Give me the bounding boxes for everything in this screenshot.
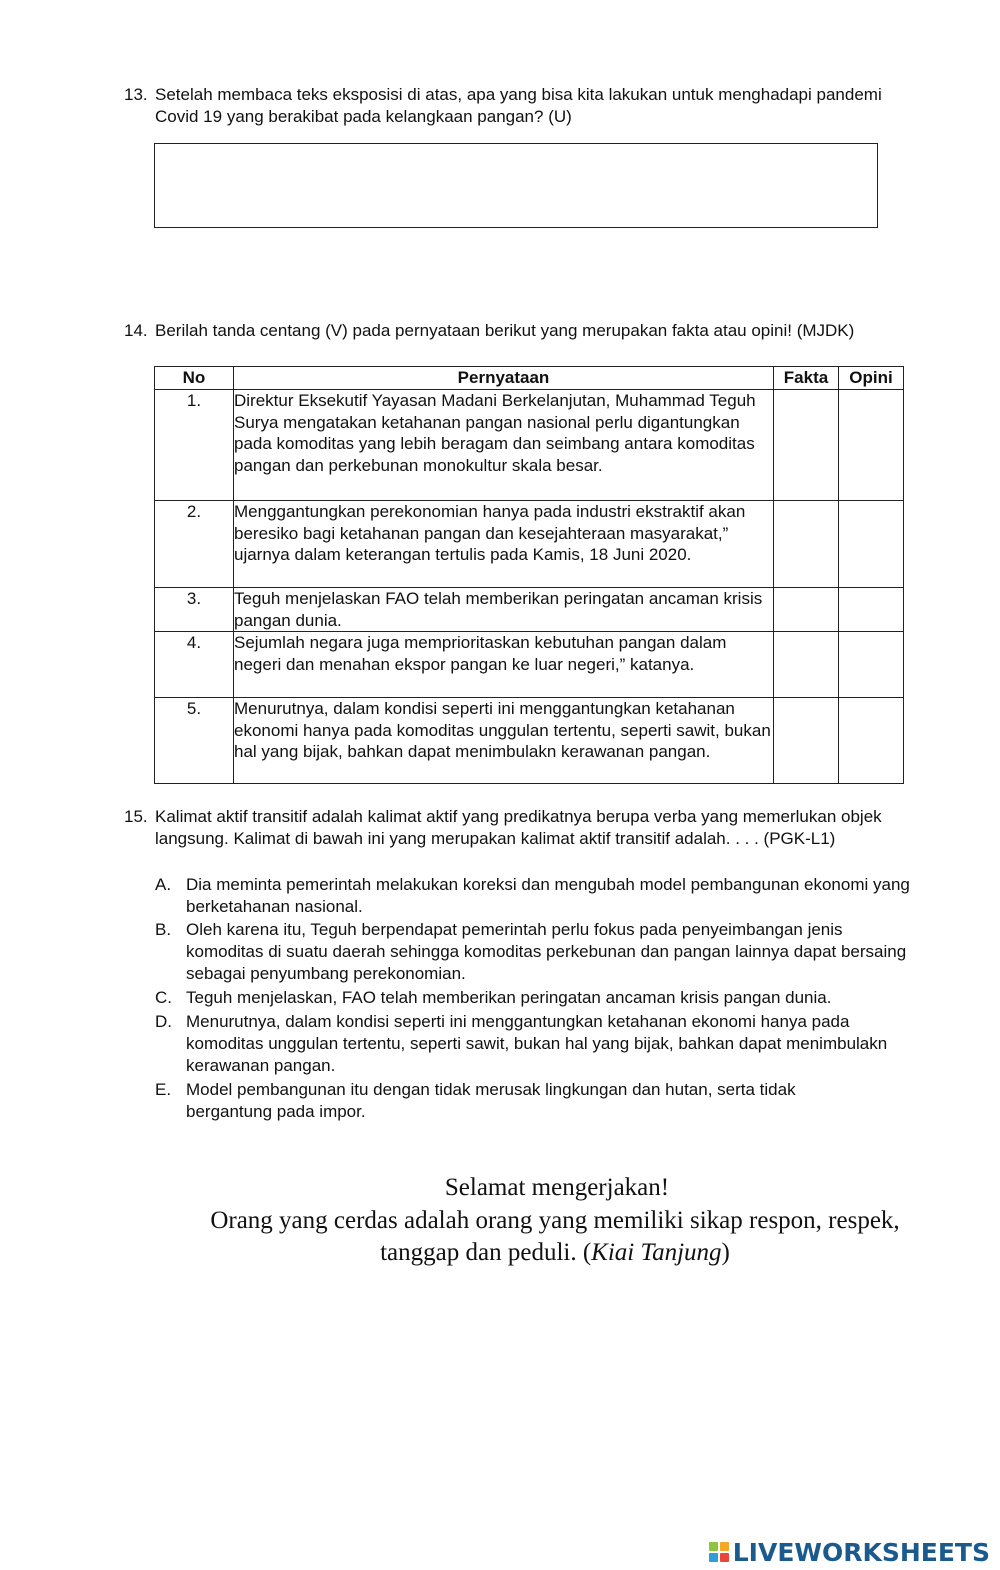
question-13-answer-box[interactable] bbox=[154, 143, 878, 228]
fact-checkbox[interactable] bbox=[774, 632, 839, 698]
closing-quote-text: Orang yang cerdas adalah orang yang memiliki sikap respon, respek, tanggap dan peduli. bbox=[210, 1207, 900, 1266]
fact-checkbox[interactable] bbox=[774, 588, 839, 632]
table-row bbox=[155, 632, 904, 698]
logo-mark-square bbox=[709, 1553, 718, 1562]
liveworksheets-brand: LIVEWORKSHEETS bbox=[732, 1537, 990, 1567]
row-number: 1. bbox=[155, 390, 234, 501]
option-d-letter: D. bbox=[155, 1012, 172, 1031]
option-c-letter: C. bbox=[155, 988, 172, 1007]
row-statement: Teguh menjelaskan FAO telah memberikan peringatan ancaman krisis pangan dunia. bbox=[234, 588, 774, 632]
option-b-letter: B. bbox=[155, 920, 172, 939]
question-15 bbox=[124, 806, 924, 850]
option-d-text: Menurutnya, dalam kondisi seperti ini menggantungkan ketahanan ekonomi hanya pada komoditas unggulan tertentu, seperti sawit, bukan hal yang bijak, bahkan dapat menimbulakn kerawanan pangan. bbox=[186, 1012, 888, 1075]
opinion-checkbox[interactable] bbox=[839, 588, 904, 632]
question-13 bbox=[124, 84, 904, 128]
option-c-text: Teguh menjelaskan, FAO telah memberikan peringatan ancaman krisis pangan dunia. bbox=[186, 988, 832, 1007]
option-e-text: Model pembangunan itu dengan tidak merusak lingkungan dan hutan, serta tidak bergantung pada impor. bbox=[186, 1080, 796, 1121]
table-row bbox=[155, 588, 904, 632]
closing-quote: Orang yang cerdas adalah orang yang memiliki sikap respon, respek, tanggap dan peduli. (Kiai Tanjung) bbox=[210, 1207, 900, 1266]
row-number: 5. bbox=[155, 698, 234, 784]
header-fact: Fakta bbox=[774, 367, 839, 390]
option-e-letter: E. bbox=[155, 1080, 172, 1099]
question-15-text: Kalimat aktif transitif adalah kalimat aktif yang predikatnya berupa verba yang memerlukan objek langsung. Kalimat di bawah ini yang merupakan kalimat aktif transitif adalah. . . . (PGK-L1) bbox=[155, 807, 882, 848]
question-14 bbox=[124, 320, 944, 342]
question-14-number: 14. bbox=[124, 321, 148, 340]
option-b[interactable] bbox=[155, 919, 915, 985]
question-14-text: Berilah tanda centang (V) pada pernyataan berikut yang merupakan fakta atau opini! (MJDK) bbox=[155, 321, 855, 340]
logo-mark-square bbox=[720, 1542, 729, 1551]
fact-checkbox[interactable] bbox=[774, 390, 839, 501]
question-13-text: Setelah membaca teks eksposisi di atas, apa yang bisa kita lakukan untuk menghadapi pandemi Covid 19 yang berakibat pada kelangkaan pangan? (U) bbox=[155, 85, 882, 126]
opinion-checkbox[interactable] bbox=[839, 632, 904, 698]
opinion-checkbox[interactable] bbox=[839, 390, 904, 501]
liveworksheets-logo bbox=[709, 1538, 990, 1566]
question-15-number: 15. bbox=[124, 807, 148, 826]
row-number: 3. bbox=[155, 588, 234, 632]
option-c[interactable] bbox=[155, 987, 930, 1009]
fact-checkbox[interactable] bbox=[774, 698, 839, 784]
option-b-text: Oleh karena itu, Teguh berpendapat pemerintah perlu fokus pada penyeimbangan jenis komoditas di suatu daerah sehingga komoditas perkebunan dan pangan lainnya dapat bersaing sebagai penyumbang perekonomian. bbox=[186, 920, 907, 983]
liveworksheets-mark-icon bbox=[709, 1542, 729, 1562]
closing-greeting: Selamat mengerjakan! bbox=[444, 1174, 670, 1201]
table-row bbox=[155, 501, 904, 588]
option-a[interactable] bbox=[155, 874, 930, 918]
option-e[interactable] bbox=[155, 1079, 875, 1123]
row-statement: Menurutnya, dalam kondisi seperti ini menggantungkan ketahanan ekonomi hanya pada komoditas unggulan tertentu, seperti sawit, bukan hal yang bijak, bahkan dapat menimbulakn kerawanan pangan. bbox=[234, 698, 774, 784]
logo-mark-square bbox=[720, 1553, 729, 1562]
header-opinion: Opini bbox=[839, 367, 904, 390]
row-statement: Direktur Eksekutif Yayasan Madani Berkelanjutan, Muhammad Teguh Surya mengatakan ketahanan pangan nasional perlu digantungkan pada komoditas yang lebih beragam dan seimbang antara komoditas pangan dan perkebunan monokultur skala besar. bbox=[234, 390, 774, 501]
opinion-checkbox[interactable] bbox=[839, 501, 904, 588]
row-number: 4. bbox=[155, 632, 234, 698]
question-13-number: 13. bbox=[124, 85, 148, 104]
fact-checkbox[interactable] bbox=[774, 501, 839, 588]
header-no: No bbox=[155, 367, 234, 390]
table-row bbox=[155, 698, 904, 784]
logo-mark-square bbox=[709, 1542, 718, 1551]
fact-opinion-table bbox=[154, 366, 904, 784]
row-statement: Sejumlah negara juga memprioritaskan kebutuhan pangan dalam negeri dan menahan ekspor pangan ke luar negeri,” katanya. bbox=[234, 632, 774, 698]
table-row bbox=[155, 390, 904, 501]
closing-quote-author: Kiai Tanjung bbox=[591, 1239, 722, 1266]
table-header-row bbox=[155, 367, 904, 390]
row-statement: Menggantungkan perekonomian hanya pada industri ekstraktif akan beresiko bagi ketahanan pangan dan kesejahteraan masyarakat,” ujarnya dalam keterangan tertulis pada Kamis, 18 Juni 2020. bbox=[234, 501, 774, 588]
opinion-checkbox[interactable] bbox=[839, 698, 904, 784]
option-d[interactable] bbox=[155, 1011, 915, 1077]
row-number: 2. bbox=[155, 501, 234, 588]
option-a-text: Dia meminta pemerintah melakukan koreksi dan mengubah model pembangunan ekonomi yang berketahanan nasional. bbox=[186, 875, 910, 916]
header-statement: Pernyataan bbox=[234, 367, 774, 390]
option-a-letter: A. bbox=[155, 875, 172, 894]
